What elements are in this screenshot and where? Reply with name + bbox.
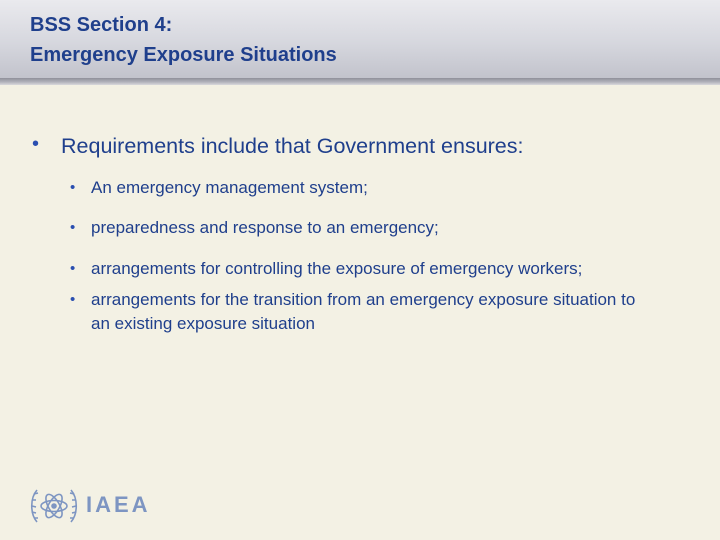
bullet-dot: • xyxy=(32,133,40,155)
sub-bullet-text: preparedness and response to an emergency; xyxy=(91,218,439,237)
header-divider xyxy=(0,78,720,85)
iaea-logo xyxy=(28,482,168,530)
slide-title xyxy=(30,10,337,70)
bullet-dot: • xyxy=(70,260,76,277)
bullet-dot: • xyxy=(70,291,76,308)
bullet-dot: • xyxy=(70,219,76,236)
sub-bullet-text: An emergency management system; xyxy=(91,178,368,197)
iaea-atom-emblem-icon xyxy=(28,482,80,530)
iaea-logo-text: IAEA xyxy=(86,492,151,517)
main-bullet-text: Requirements include that Government ensures: xyxy=(61,134,524,158)
bullet-dot: • xyxy=(70,179,76,196)
title-line-1: BSS Section 4: xyxy=(30,14,173,36)
title-line-2: Emergency Exposure Situations xyxy=(30,44,337,66)
sub-bullet-text: arrangements for the transition from an emergency exposure situation to an existing exposure situation xyxy=(91,290,636,333)
sub-bullet-text: arrangements for controlling the exposure of emergency workers; xyxy=(91,259,583,278)
